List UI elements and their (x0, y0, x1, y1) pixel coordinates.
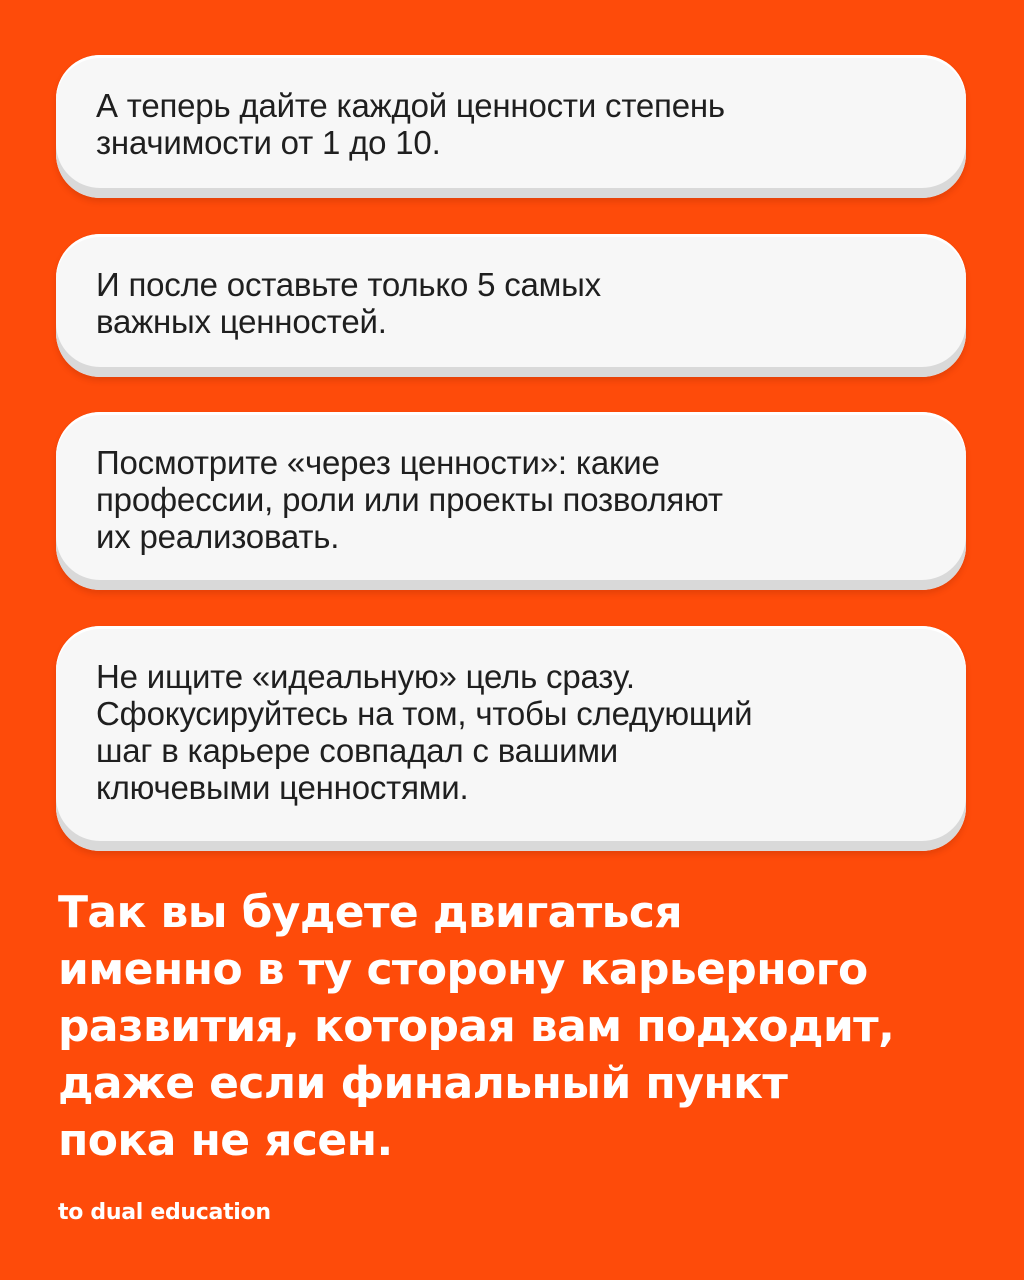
tip-card-text: А теперь дайте каждой ценности степень значимости от 1 до 10. (96, 87, 725, 161)
tip-card-text: Не ищите «идеальную» цель сразу. Сфокусируйтесь на том, чтобы следующий шаг в карьере совпадал с вашими ключевыми ценностями. (96, 658, 753, 806)
tip-card-next-step (56, 626, 966, 851)
conclusion-heading: Так вы будете двигаться именно в ту сторону карьерного развития, которая вам подходит, даже если финальный пункт пока не ясен. (58, 887, 895, 1166)
brand-footer: to dual education (58, 1200, 271, 1225)
tip-card-look-through-values (56, 412, 966, 590)
tip-card-keep-five (56, 234, 966, 377)
tip-card-text: Посмотрите «через ценности»: какие профессии, роли или проекты позволяют их реализовать. (96, 444, 723, 555)
tip-card-text: И после оставьте только 5 самых важных ценностей. (96, 266, 601, 340)
tip-card-rate-values (56, 55, 966, 198)
